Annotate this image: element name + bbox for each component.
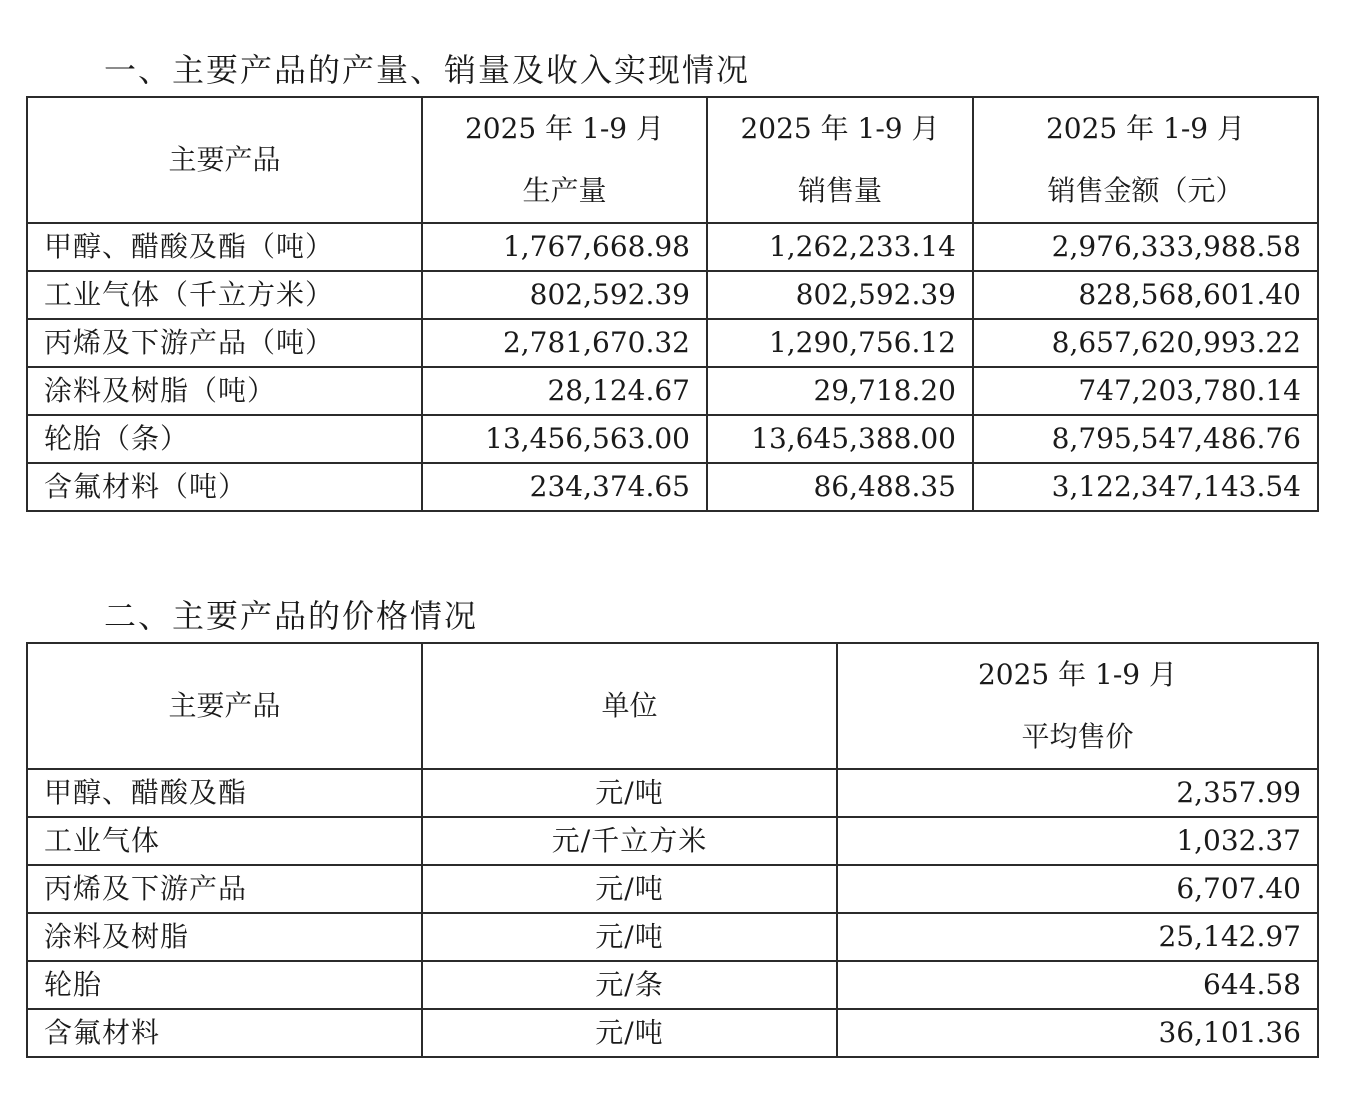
section2-title: 二、主要产品的价格情况 bbox=[104, 597, 479, 635]
unit-value: 元/吨 bbox=[422, 913, 837, 961]
sales-amount-value: 828,568,601.40 bbox=[973, 271, 1318, 319]
sales-amount-value: 747,203,780.14 bbox=[973, 367, 1318, 415]
header-unit bbox=[422, 643, 837, 769]
table-row bbox=[27, 817, 1318, 865]
section1-title: 一、主要产品的产量、销量及收入实现情况 bbox=[104, 51, 751, 89]
product-name: 轮胎（条） bbox=[27, 415, 422, 463]
product-name: 工业气体（千立方米） bbox=[27, 271, 422, 319]
table-header-row bbox=[27, 97, 1318, 223]
average-price-value: 1,032.37 bbox=[837, 817, 1318, 865]
table-row bbox=[27, 1009, 1318, 1057]
table-row bbox=[27, 961, 1318, 1009]
table-row bbox=[27, 319, 1318, 367]
header-sales-volume bbox=[707, 97, 973, 223]
production-value: 1,767,668.98 bbox=[422, 223, 707, 271]
average-price-value: 36,101.36 bbox=[837, 1009, 1318, 1057]
product-name: 甲醇、醋酸及酯 bbox=[27, 769, 422, 817]
header-product-label: 主要产品 bbox=[168, 143, 281, 176]
production-value: 234,374.65 bbox=[422, 463, 707, 511]
sales-volume-value: 802,592.39 bbox=[707, 271, 973, 319]
product-name: 甲醇、醋酸及酯（吨） bbox=[27, 223, 422, 271]
table-row bbox=[27, 223, 1318, 271]
table-header-row bbox=[27, 643, 1318, 769]
table-row bbox=[27, 271, 1318, 319]
sales-amount-value: 8,657,620,993.22 bbox=[973, 319, 1318, 367]
header-product bbox=[27, 643, 422, 769]
production-value: 28,124.67 bbox=[422, 367, 707, 415]
sales-amount-value: 8,795,547,486.76 bbox=[973, 415, 1318, 463]
sales-volume-value: 13,645,388.00 bbox=[707, 415, 973, 463]
sales-volume-value: 86,488.35 bbox=[707, 463, 973, 511]
product-name: 工业气体 bbox=[27, 817, 422, 865]
price-table bbox=[26, 642, 1319, 1058]
sales-amount-value: 3,122,347,143.54 bbox=[973, 463, 1318, 511]
production-sales-table bbox=[26, 96, 1319, 512]
unit-value: 元/千立方米 bbox=[422, 817, 837, 865]
header-sales-amount-label: 销售金额（元） bbox=[1047, 174, 1244, 207]
average-price-value: 644.58 bbox=[837, 961, 1318, 1009]
production-value: 2,781,670.32 bbox=[422, 319, 707, 367]
average-price-value: 25,142.97 bbox=[837, 913, 1318, 961]
table-row bbox=[27, 463, 1318, 511]
table-row bbox=[27, 415, 1318, 463]
header-price-period: 2025 年 1-9 月 bbox=[977, 658, 1178, 691]
average-price-value: 2,357.99 bbox=[837, 769, 1318, 817]
sales-volume-value: 1,290,756.12 bbox=[707, 319, 973, 367]
header-unit-label: 单位 bbox=[601, 689, 658, 722]
header-average-price bbox=[837, 643, 1318, 769]
header-sales-amount bbox=[973, 97, 1318, 223]
sales-volume-value: 29,718.20 bbox=[707, 367, 973, 415]
average-price-value: 6,707.40 bbox=[837, 865, 1318, 913]
header-sales-volume-period: 2025 年 1-9 月 bbox=[740, 112, 940, 145]
table-row bbox=[27, 769, 1318, 817]
unit-value: 元/条 bbox=[422, 961, 837, 1009]
product-name: 含氟材料（吨） bbox=[27, 463, 422, 511]
header-product-label: 主要产品 bbox=[168, 689, 281, 722]
header-sales-volume-label: 销售量 bbox=[797, 174, 882, 207]
header-production-label: 生产量 bbox=[522, 174, 607, 207]
product-name: 含氟材料 bbox=[27, 1009, 422, 1057]
header-production-period: 2025 年 1-9 月 bbox=[464, 112, 665, 145]
product-name: 丙烯及下游产品（吨） bbox=[27, 319, 422, 367]
product-name: 涂料及树脂（吨） bbox=[27, 367, 422, 415]
table-row bbox=[27, 865, 1318, 913]
table-row bbox=[27, 367, 1318, 415]
production-value: 802,592.39 bbox=[422, 271, 707, 319]
production-value: 13,456,563.00 bbox=[422, 415, 707, 463]
unit-value: 元/吨 bbox=[422, 1009, 837, 1057]
unit-value: 元/吨 bbox=[422, 865, 837, 913]
sales-volume-value: 1,262,233.14 bbox=[707, 223, 973, 271]
product-name: 轮胎 bbox=[27, 961, 422, 1009]
product-name: 涂料及树脂 bbox=[27, 913, 422, 961]
unit-value: 元/吨 bbox=[422, 769, 837, 817]
header-sales-amount-period: 2025 年 1-9 月 bbox=[1045, 112, 1246, 145]
product-name: 丙烯及下游产品 bbox=[27, 865, 422, 913]
table-row bbox=[27, 913, 1318, 961]
header-product bbox=[27, 97, 422, 223]
header-price-label: 平均售价 bbox=[1021, 720, 1134, 753]
sales-amount-value: 2,976,333,988.58 bbox=[973, 223, 1318, 271]
header-production bbox=[422, 97, 707, 223]
